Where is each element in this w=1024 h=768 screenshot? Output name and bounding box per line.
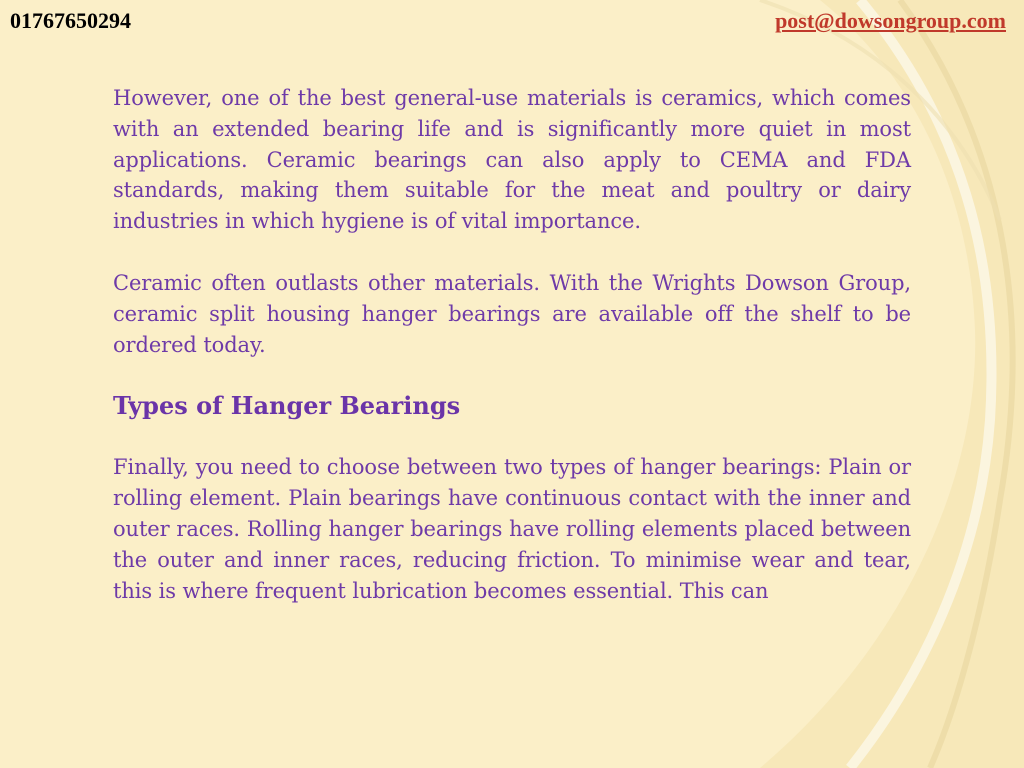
paragraph-bearing-types: Finally, you need to choose between two types of hanger bearings: Plain or rolling element. Plain bearings have continuous contact with the inner and outer races. Rolling hanger bearings have rolling elements placed between the outer and inner races, reducing friction. To minimise wear and tear, this is where frequent lubrication becomes essential. This can [113,455,911,603]
paragraph-ceramics: However, one of the best general-use materials is ceramics, which comes with an extended bearing life and is significantly more quiet in most applications. Ceramic bearings can also apply to CEMA and FDA standards, making them suitable for the meat and poultry or dairy industries in which hygiene is of vital importance. [113,86,911,234]
section-heading: Types of Hanger Bearings [113,391,461,421]
main-content [113,83,911,606]
header-phone-number: 01767650294 [10,8,131,33]
header-email-link[interactable]: post@dowsongroup.com [775,8,1006,33]
paragraph-ceramic-outlasts: Ceramic often outlasts other materials. With the Wrights Dowson Group, ceramic split housing hanger bearings are available off the shelf to be ordered today. [113,270,911,357]
